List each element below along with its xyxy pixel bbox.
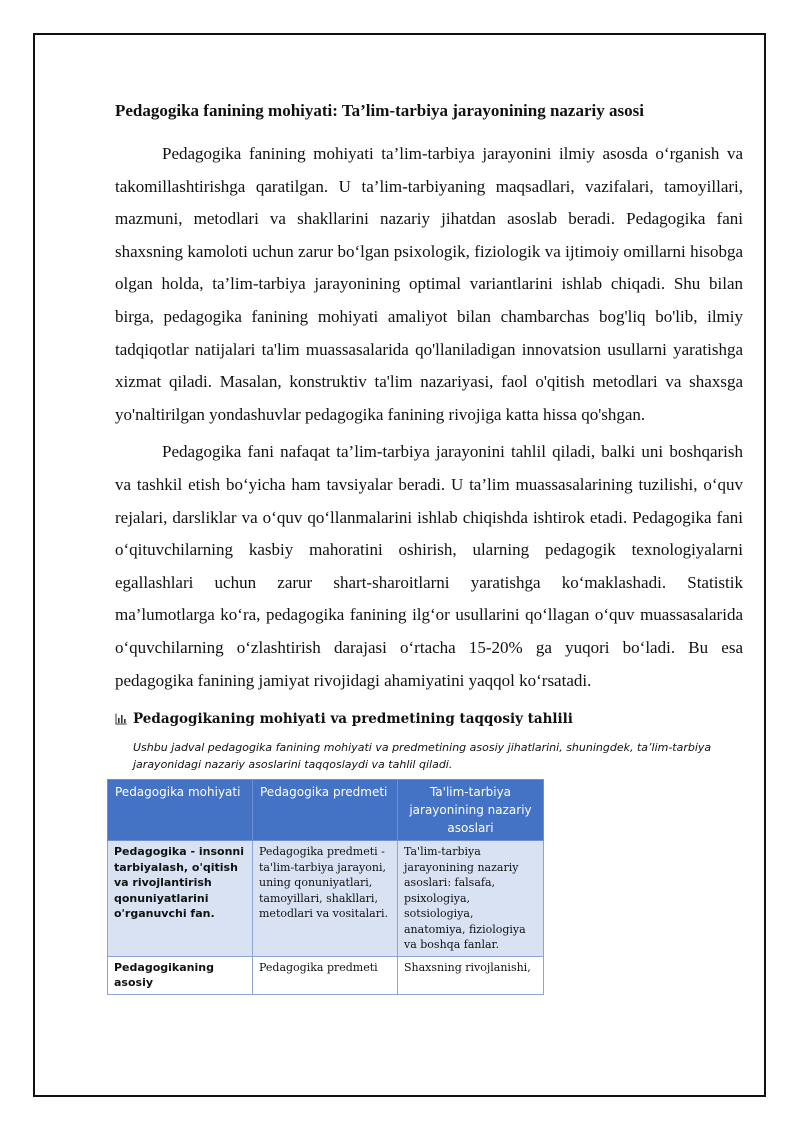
table-header-row <box>108 780 544 841</box>
table-row <box>108 956 544 994</box>
table-caption: Ushbu jadval pedagogika fanining mohiyati va predmetining asosiy jihatlarini, shuningdek, ta’lim-tarbiya jarayonidagi nazariy asoslarini taqqoslaydi va tahlil qiladi. <box>133 741 712 772</box>
paragraph-2: Pedagogika fani nafaqat ta’lim-tarbiya jarayonini tahlil qiladi, balki uni boshqarish va tashkil etish bo‘yicha ham tavsiyalar beradi. U ta’lim muassasalarining tuzilishi, o‘quv rejalari, darsliklar va o‘quv qo‘llanmalarini ishlab chiqishda ishtirok etadi. Pedagogika fani o‘qituvchilarning kasbiy mahoratini oshirish, ularning pedagogik texnologiyalarni egallashlari uchun zarur shart-sharoitlarni yaratishga ko‘maklashadi. Statistik ma’lumotlarga ko‘ra, pedagogika fanining ilg‘or usullarini qo‘llagan o‘quv muassasalarida o‘quvchilarning o‘zlashtirish darajasi o‘rtacha 15-20% ga yuqori bo‘ladi. Bu esa pedagogika fanining jamiyat rivojidagi ahamiyatini yaqqol ko‘rsatadi. <box>115 442 743 690</box>
table-header-cell: Ta'lim-tarbiya jarayonining nazariy asoslari <box>398 780 544 841</box>
table-cell: Pedagogika predmeti <box>253 956 398 994</box>
table-cell: Shaxsning rivojlanishi, <box>398 956 544 994</box>
table-cell: Pedagogikaning asosiy <box>108 956 253 994</box>
table-header-cell: Pedagogika mohiyati <box>108 780 253 841</box>
table-cell: Pedagogika - insonni tarbiyalash, o'qitish va rivojlantirish qonuniyatlarini o'rganuvchi fan. <box>108 841 253 957</box>
bar-chart-icon <box>115 713 127 725</box>
table-cell: Ta'lim-tarbiya jarayonining nazariy asoslari: falsafa, psixologiya, sotsiologiya, anatomiya, fiziologiya va boshqa fanlar. <box>398 841 544 957</box>
table-cell: Pedagogika predmeti - ta'lim-tarbiya jarayoni, uning qonuniyatlari, tamoyillari, shakllari, metodlari va vositalari. <box>253 841 398 957</box>
table-title <box>115 711 743 727</box>
comparison-table <box>107 779 544 995</box>
document-heading: Pedagogika fanining mohiyati: Ta’lim-tarbiya jarayonining nazariy asosi <box>115 101 644 120</box>
table-row <box>108 841 544 957</box>
table-title-text: Pedagogikaning mohiyati va predmetining taqqosiy tahlili <box>133 711 573 728</box>
table-header-cell: Pedagogika predmeti <box>253 780 398 841</box>
paragraph-1: Pedagogika fanining mohiyati ta’lim-tarbiya jarayonini ilmiy asosda o‘rganish va takomillashtirishga qaratilgan. U ta’lim-tarbiyaning maqsadlari, vazifalari, tamoyillari, mazmuni, metodlari va shakllarini nazariy jihatdan asoslab beradi. Pedagogika fani shaxsning kamoloti uchun zarur bo‘lgan psixologik, fiziologik va ijtimoiy omillarni hisobga olgan holda, ta’lim-tarbiya jarayonining optimal variantlarini ishlab chiqadi. Shu bilan birga, pedagogika fanining mohiyati amaliyot bilan chambarchas bog'liq bo'lib, ilmiy tadqiqotlar natijalari ta'lim muassasalarida qo'llaniladigan innovatsion usullarni yaratishga xizmat qiladi. Masalan, konstruktiv ta'lim nazariyasi, faol o'qitish metodlari va shaxsga yo'naltirilgan yondashuvlar pedagogika fanining rivojiga katta hissa qo'shgan. <box>115 144 743 424</box>
document-content <box>115 96 743 995</box>
